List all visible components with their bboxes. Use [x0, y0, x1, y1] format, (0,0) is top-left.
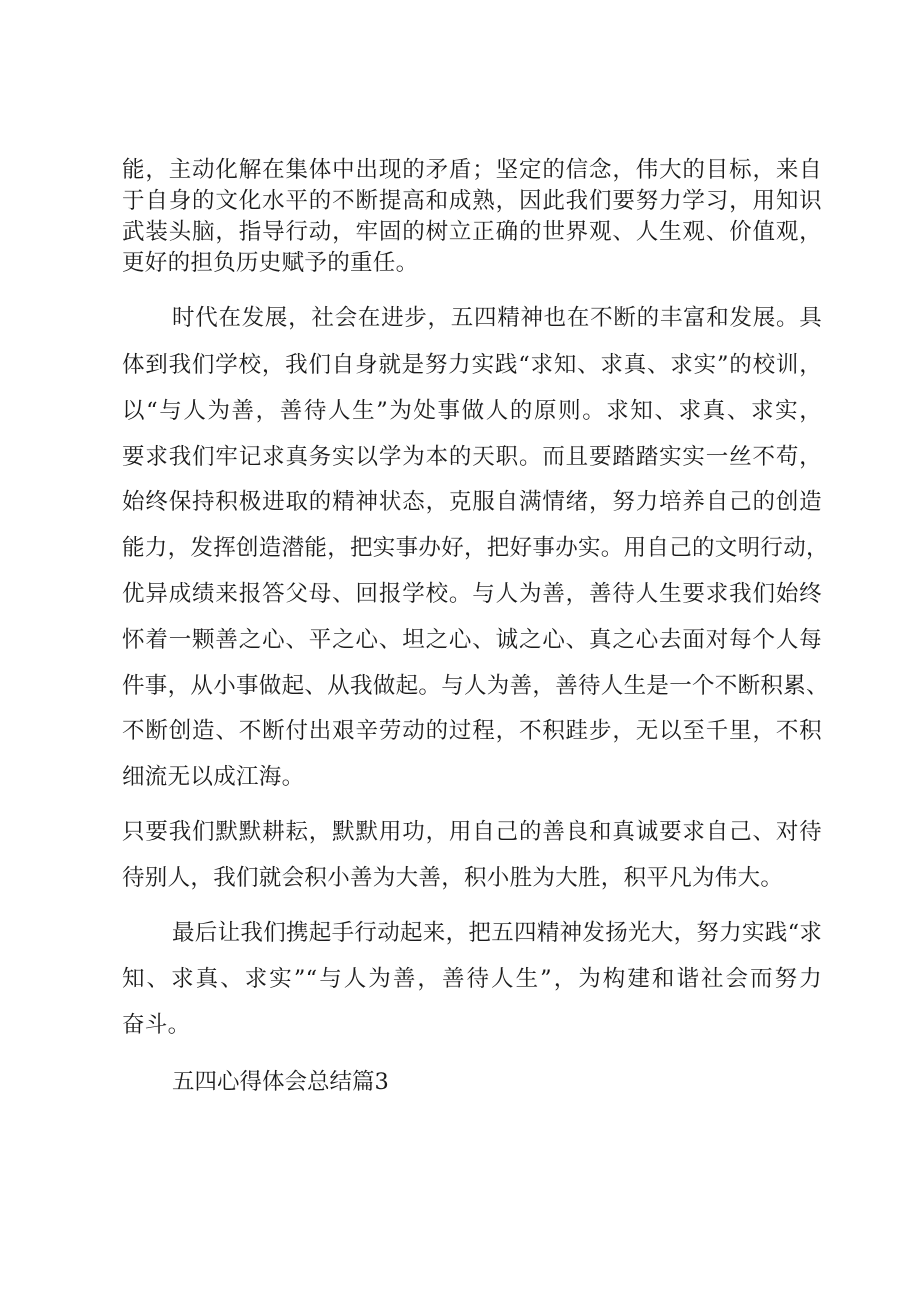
text-line: 奋斗。	[122, 1012, 191, 1038]
section-heading: 五四心得体会总结篇3	[172, 1069, 389, 1095]
text-line: 能力，发挥创造潜能，把实事办好，把好事办实。用自己的文明行动，	[122, 535, 829, 561]
text-line: 始终保持积极进取的精神状态，克服自满情绪，努力培养自己的创造	[122, 489, 822, 515]
text-line: 于自身的文化水平的不断提高和成熟，因此我们要努力学习，用知识	[122, 188, 822, 214]
text-line: 件事，从小事做起、从我做起。与人为善，善待人生是一个不断积累、	[122, 673, 829, 699]
text-line: 知、求真、求实”“与人为善，善待人生”，为构建和谐社会而努力	[122, 966, 822, 992]
text-line: 怀着一颗善之心、平之心、坦之心、诚之心、真之心去面对每个人每	[122, 627, 822, 653]
text-line: 能，主动化解在集体中出现的矛盾；坚定的信念，伟大的目标，来自	[122, 157, 822, 183]
text-line: 更好的担负历史赋予的重任。	[122, 250, 419, 276]
text-line: 不断创造、不断付出艰辛劳动的过程，不积跬步，无以至千里，不积	[122, 718, 822, 744]
text-line: 体到我们学校，我们自身就是努力实践“求知、求真、求实”的校训，	[122, 352, 822, 378]
text-line: 武装头脑，指导行动，牢固的树立正确的世界观、人生观、价值观，	[122, 219, 822, 245]
text-line: 待别人，我们就会积小善为大善，积小胜为大胜，积平凡为伟大。	[122, 865, 784, 891]
text-line: 以“与人为善，善待人生”为处事做人的原则。求知、求真、求实，	[122, 398, 822, 424]
text-line: 最后让我们携起手行动起来，把五四精神发扬光大，努力实践“求	[172, 920, 823, 946]
text-line: 只要我们默默耕耘，默默用功，用自己的善良和真诚要求自己、对待	[122, 819, 822, 845]
text-line: 要求我们牢记求真务实以学为本的天职。而且要踏踏实实一丝不苟，	[122, 444, 822, 470]
text-line: 细流无以成江海。	[122, 764, 305, 790]
text-line: 优异成绩来报答父母、回报学校。与人为善，善待人生要求我们始终	[122, 581, 822, 607]
text-line: 时代在发展，社会在进步，五四精神也在不断的丰富和发展。具	[172, 305, 822, 331]
